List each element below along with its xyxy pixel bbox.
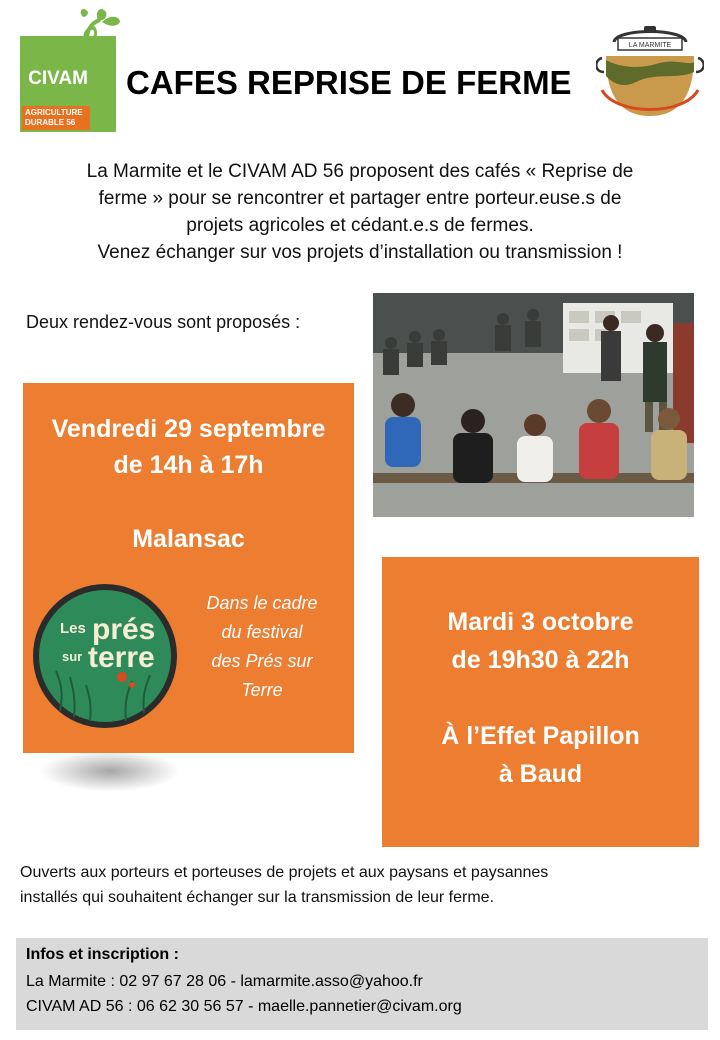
festival-note-line: Terre xyxy=(241,680,283,700)
cooking-pot-icon xyxy=(596,20,704,124)
civam-subtitle-line2: DURABLE 56 xyxy=(25,118,76,127)
intro-line: projets agricoles et cédant.e.s de fermes. xyxy=(186,215,534,236)
audience-line2: installés qui souhaitent échanger sur la transmission de leur ferme. xyxy=(20,889,495,906)
event1-place: Malansac xyxy=(132,525,245,553)
info-title: Infos et inscription : xyxy=(26,946,179,963)
intro-line: La Marmite et le CIVAM AD 56 proposent des cafés « Reprise de xyxy=(86,161,634,182)
festival-logo-les: Les xyxy=(60,620,86,637)
marmite-logo xyxy=(596,20,704,124)
festival-logo-terre: terre xyxy=(88,641,155,674)
contact-marmite: La Marmite : 02 97 67 28 06 - lamarmite.asso@yahoo.fr xyxy=(26,973,423,990)
page-title: CAFES REPRISE DE FERME xyxy=(126,64,572,101)
event1-date xyxy=(23,411,354,483)
festival-note-line: des Prés sur xyxy=(211,651,313,671)
event2-date xyxy=(382,603,699,679)
event-card-baud xyxy=(382,557,699,847)
civam-subtitle-line1: AGRICULTURE xyxy=(25,108,83,117)
festival-note-line: du festival xyxy=(221,622,303,642)
audience-paragraph xyxy=(20,860,700,910)
event2-place xyxy=(382,717,699,793)
pres-sur-terre-logo xyxy=(30,581,180,731)
event2-time: de 19h30 à 22h xyxy=(451,646,630,674)
info-box xyxy=(16,938,708,1030)
intro-line: Venez échanger sur vos projets d’installation ou transmission ! xyxy=(97,242,623,263)
event1-time: de 14h à 17h xyxy=(113,451,264,479)
festival-logo-sur: sur xyxy=(62,649,83,664)
civam-logo xyxy=(20,6,116,132)
card-shadow xyxy=(40,750,180,792)
festival-note xyxy=(187,589,337,705)
civam-logo-name: CIVAM xyxy=(28,68,88,89)
rdv-label: Deux rendez-vous sont proposés : xyxy=(26,312,301,332)
intro-paragraph xyxy=(20,158,700,266)
group-meeting-photo xyxy=(373,293,694,517)
festival-logo-pres: prés xyxy=(92,613,156,646)
intro-line: ferme » pour se rencontrer et partager entre porteur.euse.s de xyxy=(98,188,622,209)
event2-date-line1: Mardi 3 octobre xyxy=(447,608,634,636)
festival-note-line: Dans le cadre xyxy=(206,593,318,613)
event2-place-line2: à Baud xyxy=(498,760,583,788)
marmite-logo-text: LA MARMITE xyxy=(628,42,672,49)
audience-line1: Ouverts aux porteurs et porteuses de projets et aux paysans et paysannes xyxy=(20,864,549,881)
event2-place-line1: À l’Effet Papillon xyxy=(441,722,640,750)
civam-logo-subtitle xyxy=(22,106,90,130)
event1-date-line1: Vendredi 29 septembre xyxy=(51,415,326,443)
event-card-malansac xyxy=(23,383,354,753)
contact-civam: CIVAM AD 56 : 06 62 30 56 57 - maelle.pannetier@civam.org xyxy=(26,998,462,1015)
